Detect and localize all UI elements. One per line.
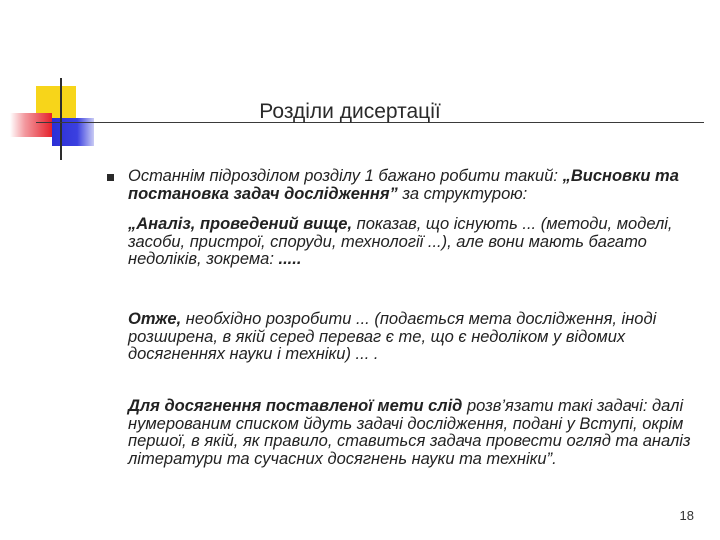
paragraph-tasks bbox=[128, 398, 698, 468]
paragraph-intro bbox=[128, 168, 698, 203]
paragraph-analysis bbox=[128, 216, 698, 269]
p4-bold: Для досягнення поставленої мети слід bbox=[128, 397, 463, 415]
slide-title: Розділи дисертації bbox=[259, 100, 441, 123]
p1-tail: за структурою: bbox=[397, 184, 528, 203]
p3-bold: Отже, bbox=[128, 310, 182, 328]
decor-red-block bbox=[10, 113, 52, 137]
decor-vertical-line bbox=[60, 78, 62, 160]
p3-tail: необхідно розробити ... (подається мета дослідження, іноді розширена, в якій серед переваг є те, що є недоліком у відомих досягненнях науки і техніки) ... . bbox=[128, 310, 657, 363]
paragraph-goal bbox=[128, 311, 698, 364]
page-number: 18 bbox=[679, 508, 694, 523]
p2-bold-end: ..... bbox=[278, 250, 302, 268]
p2-tail: показав, що існують ... (методи, моделі, засоби, пристрої, споруди, технології ...), але вони мають багато недоліків, зокрема: bbox=[128, 215, 673, 268]
p4-tail: розв’язати такі задачі: далі нумерованим списком йдуть задачі дослідження, подані у Вступі, окрім першої, в якій, як правило, ставиться задача провести огляд та аналіз літератури та сучасних досягнень науки та техніки”. bbox=[128, 397, 691, 468]
p1-intro: Останнім підрозділом розділу 1 бажано робити такий: bbox=[128, 167, 563, 185]
bullet-square-icon bbox=[107, 174, 114, 181]
p2-bold: „Аналіз, проведений вище, bbox=[128, 215, 353, 233]
p1-bold: „Висновки та постановка задач дослідження” bbox=[128, 167, 679, 203]
